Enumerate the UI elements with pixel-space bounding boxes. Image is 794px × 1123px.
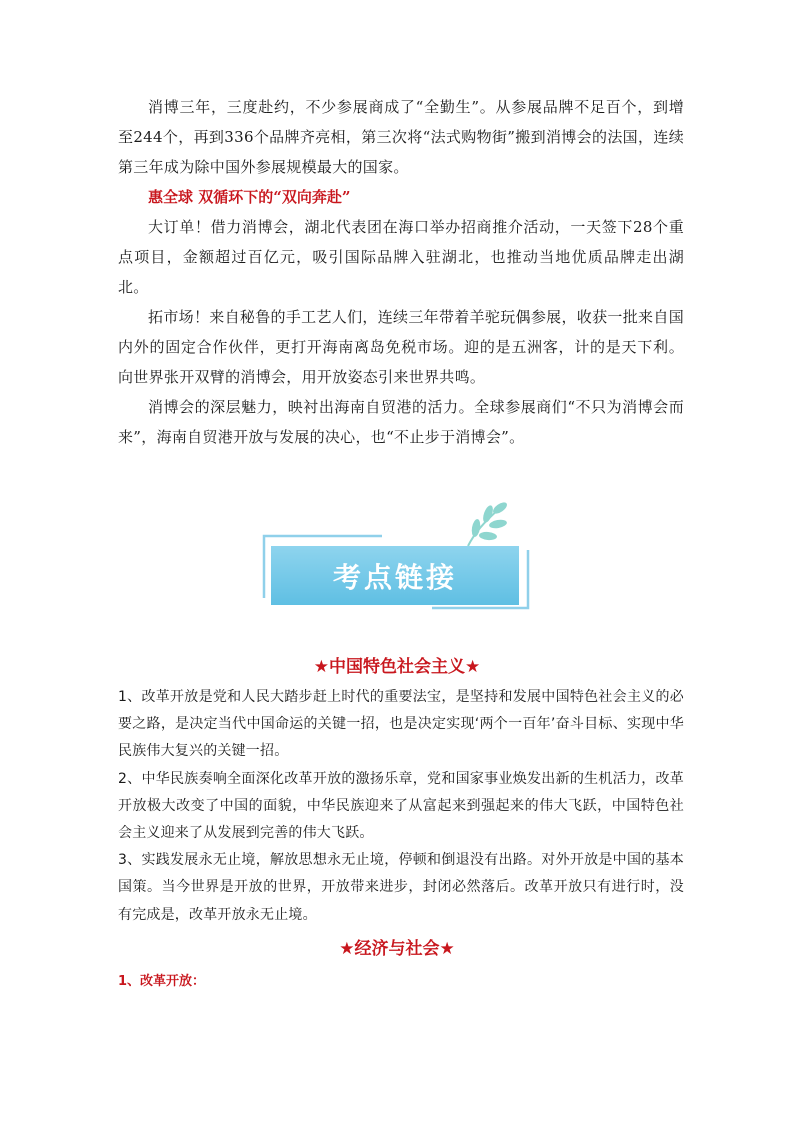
exam-link-banner [262, 500, 530, 610]
key-point-2: 2、中华民族奏响全面深化改革开放的激扬乐章，党和国家事业焕发出新的生机活力，改革开放极大改变了中国的面貌，中华民族迎来了从富起来到强起来的伟大飞跃，中国特色社会主义迎来了从发展到完善的伟大飞跃。 [118, 770, 684, 842]
key-points-list [118, 684, 684, 929]
article-body [118, 92, 684, 452]
article-paragraph-1: 消博三年，三度赴约，不少参展商成了“全勤生”。从参展品牌不足百个，到增至244个，再到336个品牌齐亮相，第三次将“法式购物街”搬到消博会的法国，连续第三年成为除中国外参展规模最大的国家。 [118, 98, 684, 176]
section-title-socialism: ★中国特色社会主义★ [313, 657, 481, 677]
key-point-3: 3、实践发展永无止境，解放思想永无止境，停顿和倒退没有出路。对外开放是中国的基本国策。当今世界是开放的世界，开放带来进步，封闭必然落后。改革开放只有进行时，没有完成是，改革开放永无止境。 [118, 852, 684, 923]
article-subheading: 惠全球 双循环下的“双向奔赴” [148, 188, 351, 206]
banner-title: 考点链接 [332, 560, 457, 594]
leaf-sprig-icon [468, 500, 509, 546]
article-paragraph-3: 拓市场！来自秘鲁的手工艺人们，连续三年带着羊驼玩偶参展，收获一批来自国内外的固定合作伙伴，更打开海南离岛免税市场。迎的是五洲客，计的是天下利。向世界张开双臂的消博会，用开放姿态引来世界共鸣。 [118, 308, 684, 386]
article-paragraph-4: 消博会的深层魅力，映衬出海南自贸港的活力。全球参展商们“不只为消博会而来”，海南自贸港开放与发展的决心，也“不止步于消博会”。 [118, 398, 684, 446]
economy-item-1: 1、改革开放： [118, 974, 206, 989]
article-paragraph-2: 大订单！借力消博会，湖北代表团在海口举办招商推介活动，一天签下28个重点项目，金额超过百亿元，吸引国际品牌入驻湖北，也推动当地优质品牌走出湖北。 [118, 218, 684, 296]
key-point-1: 1、改革开放是党和人民大踏步赶上时代的重要法宝，是坚持和发展中国特色社会主义的必要之路，是决定当代中国命运的关键一招，也是决定实现‘两个一百年’奋斗目标、实现中华民族伟大复兴的关键一招。 [118, 689, 684, 760]
section-title-economy: ★经济与社会★ [339, 939, 455, 959]
banner-box [271, 546, 519, 605]
